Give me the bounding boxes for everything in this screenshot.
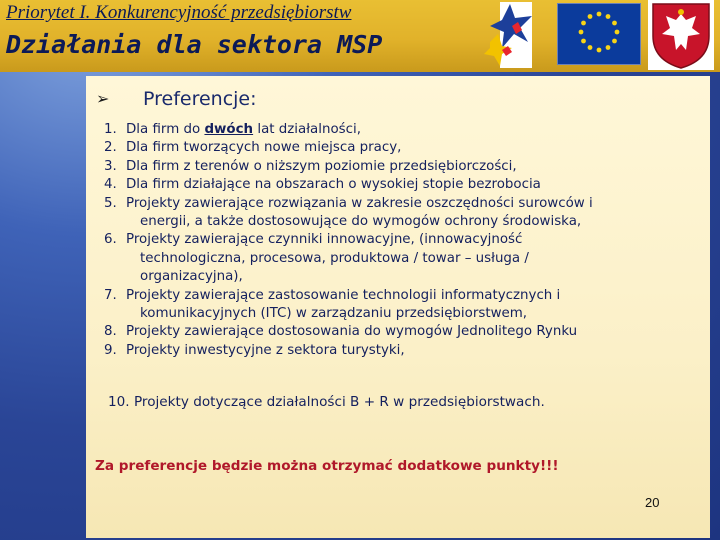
list-item: 7. Projekty zawierające zastosowanie technologii informatycznych i komunikacyjnych (ITC) w zarządzaniu przedsiębiorstwem, bbox=[104, 287, 561, 322]
emphasized-word: dwóch bbox=[204, 122, 254, 137]
header-title-actions: Działania dla sektora MSP bbox=[6, 30, 383, 59]
list-item: 9. Projekty inwestycyjne z sektora turystyki, bbox=[104, 342, 405, 358]
list-item: 4. Dla firm działające na obszarach o wysokiej stopie bezrobocia bbox=[104, 177, 541, 193]
bonus-points-note: Za preferencje będzie można otrzymać dodatkowe punkty!!! bbox=[95, 458, 559, 474]
list-item: 6. Projekty zawierające czynniki innowacyjne, (innowacyjność technologiczna, procesowa, produktowa / towar – usługa / organizacyjna), bbox=[104, 232, 529, 285]
arrow-bullet-icon: ➢ bbox=[96, 89, 110, 108]
coat-of-arms-icon bbox=[648, 0, 714, 70]
list-item: 3. Dla firm z terenów o niższym poziomie przedsiębiorczości, bbox=[104, 158, 517, 174]
list-item: 2. Dla firm tworzących nowe miejsca pracy, bbox=[104, 140, 402, 156]
list-item-10: 10. Projekty dotyczące działalności B + R w przedsiębiorstwach. bbox=[108, 394, 545, 410]
list-item: 8. Projekty zawierające dostosowania do wymogów Jednolitego Rynku bbox=[104, 324, 578, 340]
header-title-priority: Priorytet I. Konkurencyjność przedsiębiorstw bbox=[6, 2, 352, 23]
preferences-heading: Preferencje: bbox=[143, 88, 257, 110]
preferences-list bbox=[100, 121, 700, 360]
star-logo-icon bbox=[482, 2, 540, 68]
eu-flag-icon bbox=[557, 3, 641, 65]
list-item: 5. Projekty zawierające rozwiązania w zakresie oszczędności surowców i energii, a także dostosowujące do wymogów ochrony środowiska, bbox=[104, 195, 593, 230]
page-number: 20 bbox=[645, 495, 660, 510]
list-item: 1. Dla firm do dwóch lat działalności, bbox=[104, 122, 361, 137]
